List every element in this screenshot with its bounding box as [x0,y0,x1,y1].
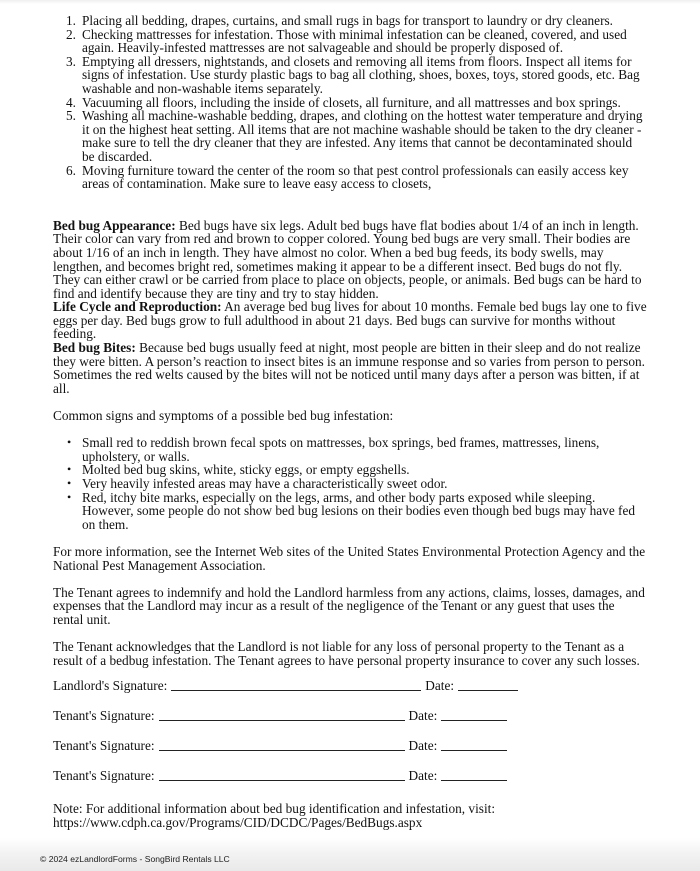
page-top-edge [0,0,700,4]
tenant-date-label: Date: [408,768,438,784]
document-content [53,14,648,830]
step-item: 5. Washing all machine-washable bedding, drapes, and clothing on the hottest water temperature and drying it on the highest heat setting. All items that are not machine washable should be taken to the dry cleaner - make sure to tell the dry cleaner that they are infested. Any items that cannot be decontaminated should be discarded. [66,108,643,164]
tenant-signature-field[interactable] [159,739,405,751]
bites-paragraph [53,341,648,395]
bullet-icon: • [67,435,72,450]
step-text: Moving furniture toward the center of the room so that pest control professionals can easily access key areas of contamination. Make sure to leave easy access to closets, [82,162,629,192]
step-text: Placing all bedding, drapes, curtains, and small rugs in bags for transport to laundry or dry cleaners. [82,13,613,28]
tenant-signature-field[interactable] [159,769,405,781]
tenant-date-field[interactable] [441,739,507,751]
bullet-icon: • [67,462,72,477]
sign-item: • Small red to reddish brown fecal spots on mattresses, box springs, bed frames, mattresses, linens, upholstery, or walls. [67,435,600,464]
landlord-signature-row [53,679,648,709]
liability-paragraph: The Tenant acknowledges that the Landlord is not liable for any loss of personal property to the Tenant as a result of a bedbug infestation. The Tenant agrees to have personal property insurance to cover any such losses. [53,639,640,668]
preparation-steps-list [53,14,648,191]
more-info-paragraph: For more information, see the Internet Web sites of the United States Environmental Protection Agency and the National Pest Management Association. [53,543,646,573]
footer-copyright: © 2024 ezLandlordForms - SongBird Rentals LLC [40,854,230,864]
step-item: 2. Checking mattresses for infestation. Those with minimal infestation can be cleaned, covered, and used again. Heavily-infested mattresses are not salvageable and should be properly disposed of. [66,26,627,56]
tenant-date-field[interactable] [441,769,507,781]
step-item: 1. Placing all bedding, drapes, curtains, and small rugs in bags for transport to laundry or dry cleaners. [66,13,613,28]
note-block [53,802,648,829]
sign-item: • Molted bed bug skins, white, sticky eggs, or empty eggshells. [67,462,410,478]
signs-list [53,436,648,531]
bullet-icon: • [67,476,72,490]
step-item: 4. Vacuuming all floors, including the inside of closets, all furniture, and all mattresses and box springs. [66,94,621,110]
note-text: Note: For additional information about bed bug identification and infestation, visit: [53,801,496,817]
tenant-signature-row [53,769,648,799]
appearance-heading: Bed bug Appearance: [53,217,176,233]
note-url: https://www.cdph.ca.gov/Programs/CID/DCDC/Pages/BedBugs.aspx [53,814,423,830]
lifecycle-text: An average bed bug lives for about 10 months. Female bed bugs lay one to five eggs per day. Bed bugs grow to full adulthood in about 21 days. Bed bugs can survive for months without feeding. [53,299,647,342]
tenant-date-field[interactable] [441,709,507,721]
bites-heading: Bed bug Bites: [53,340,136,356]
tenant-date-label: Date: [408,708,438,724]
bites-text: Because bed bugs usually feed at night, most people are bitten in their sleep and do not realize they were bitten. A person’s reaction to insect bites is an immune response and so varies from person to person. Sometimes the red welts caused by the bites will not be noticed until many days after a person was bitten, if at all. [53,340,645,396]
signature-block [53,679,648,799]
step-text: Vacuuming all floors, including the inside of closets, all furniture, and all mattresses and box springs. [82,94,621,110]
landlord-date-label: Date: [425,678,455,694]
appearance-text: Bed bugs have six legs. Adult bed bugs have flat bodies about 1/4 of an inch in length. Their color can vary from red and brown to copper colored. Young bed bugs are very small. Their bodies are about 1/16 of an inch in length. They have almost no color. When a bed bug feeds, its body swells, may lengthen, and becomes bright red, sometimes making it appear to be a different insect. Bed bugs do not fly. They can either crawl or be carried from place to place on objects, people, or animals. Bed bugs can be hard to find and identify because they are tiny and try to stay hidden. [53,217,642,301]
sign-item: • Very heavily infested areas may have a characteristically sweet odor. [67,476,448,491]
step-text: Checking mattresses for infestation. Those with minimal infestation can be cleaned, covered, and used again. Heavily-infested mattresses are not salvageable and should be properly disposed of. [82,26,627,56]
tenant-date-label: Date: [408,738,438,754]
step-text: Emptying all dressers, nightstands, and closets and removing all items from floors. Inspect all items for signs of infestation. Use sturdy plastic bags to bag all clothing, shoes, boxes, toys, stored goods, etc. Bag washable and non-washable items separately. [82,53,640,96]
sign-item: • Red, itchy bite marks, especially on the legs, arms, and other body parts exposed while sleeping. However, some people do not show bed bug lesions on their bodies even though bed bugs may have fed on them. [67,489,636,532]
tenant-signature-label: Tenant's Signature: [53,768,155,784]
landlord-signature-label: Landlord's Signature: [53,678,168,694]
indemnify-paragraph: The Tenant agrees to indemnify and hold the Landlord harmless from any actions, claims, losses, damages, and expenses that the Landlord may incur as a result of the negligence of the Tenant or any guest that uses the rental unit. [53,584,645,627]
step-item: 3. Emptying all dressers, nightstands, and closets and removing all items from floors. Inspect all items for signs of infestation. Use sturdy plastic bags to bag all clothing, shoes, boxes, toys, stored goods, etc. Bag washable and non-washable items separately. [66,53,640,96]
appearance-paragraph [53,219,648,301]
lifecycle-paragraph [53,300,648,341]
tenant-signature-row [53,739,648,769]
tenant-signature-label: Tenant's Signature: [53,738,155,754]
signs-intro: Common signs and symptoms of a possible bed bug infestation: [53,408,394,424]
bullet-icon: • [67,489,72,504]
landlord-signature-field[interactable] [171,679,421,691]
lifecycle-heading: Life Cycle and Reproduction: [53,299,222,315]
step-item: 6. Moving furniture toward the center of the room so that pest control professionals can easily access key areas of contamination. Make sure to leave easy access to closets, [66,162,629,192]
landlord-date-field[interactable] [458,679,518,691]
tenant-signature-field[interactable] [159,709,405,721]
step-text: Washing all machine-washable bedding, drapes, and clothing on the hottest water temperature and drying it on the highest heat setting. All items that are not machine washable should be taken to the dry cleaner - make sure to tell the dry cleaner that they are infested. Any items that cannot be decontaminated should be discarded. [82,108,643,164]
tenant-signature-label: Tenant's Signature: [53,708,155,724]
tenant-signature-row [53,709,648,739]
page-footer [0,838,700,871]
